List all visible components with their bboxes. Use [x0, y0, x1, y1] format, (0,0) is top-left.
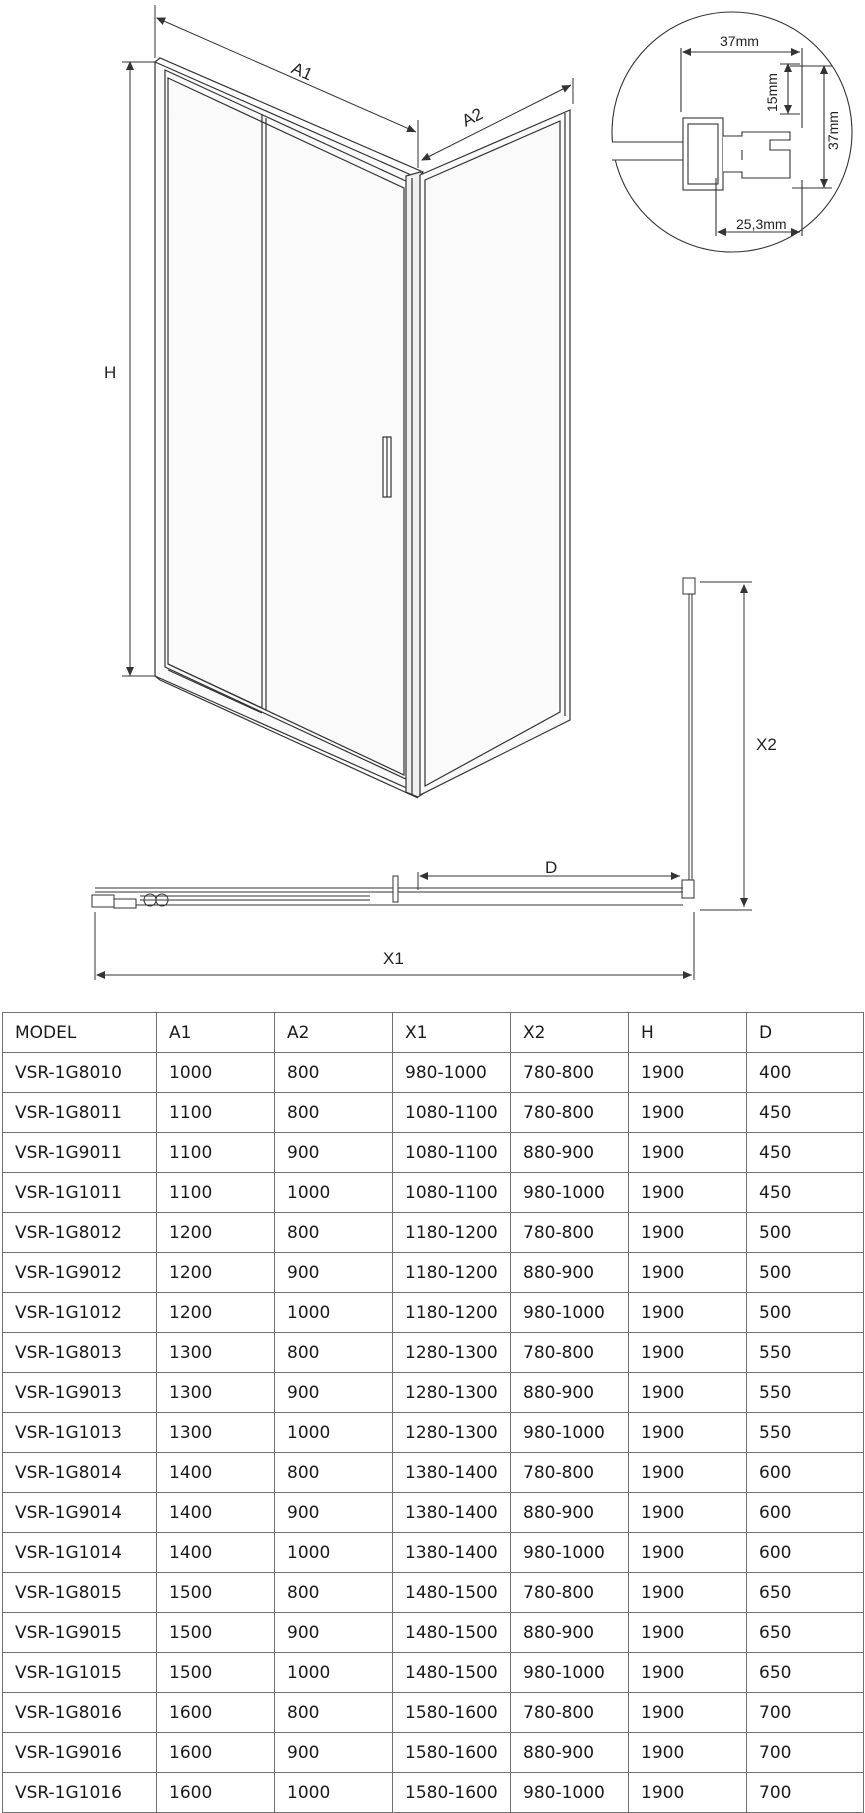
- table-cell: 1900: [629, 1573, 747, 1613]
- dim-label-h: H: [104, 363, 117, 382]
- header-cell: A1: [157, 1013, 275, 1053]
- table-cell: 1900: [629, 1053, 747, 1093]
- header-cell: X2: [511, 1013, 629, 1053]
- table-cell: 1900: [629, 1733, 747, 1773]
- table-cell: 500: [747, 1253, 864, 1293]
- plan-side-panel: [683, 578, 695, 594]
- table-cell: VSR-1G8011: [3, 1093, 157, 1133]
- table-cell: 1180-1200: [393, 1253, 511, 1293]
- table-cell: 880-900: [511, 1373, 629, 1413]
- dim-label-x2: X2: [756, 735, 777, 754]
- table-cell: 1400: [157, 1493, 275, 1533]
- header-cell: H: [629, 1013, 747, 1053]
- table-cell: 800: [275, 1693, 393, 1733]
- table-cell: VSR-1G9011: [3, 1133, 157, 1173]
- table-cell: 1200: [157, 1293, 275, 1333]
- table-cell: 900: [275, 1133, 393, 1173]
- profile-label-outer-height: 37mm: [825, 111, 841, 150]
- table-cell: 900: [275, 1733, 393, 1773]
- table-cell: 450: [747, 1173, 864, 1213]
- table-cell: 1900: [629, 1333, 747, 1373]
- table-cell: 1480-1500: [393, 1573, 511, 1613]
- table-cell: 1600: [157, 1693, 275, 1733]
- table-cell: 1480-1500: [393, 1653, 511, 1693]
- table-cell: 1100: [157, 1093, 275, 1133]
- table-row: [3, 1053, 864, 1093]
- table-cell: 450: [747, 1133, 864, 1173]
- table-cell: 500: [747, 1293, 864, 1333]
- table-row: [3, 1413, 864, 1453]
- table-cell: VSR-1G9014: [3, 1493, 157, 1533]
- table-row: [3, 1293, 864, 1333]
- table-cell: VSR-1G8013: [3, 1333, 157, 1373]
- table-row: [3, 1693, 864, 1733]
- table-cell: VSR-1G8014: [3, 1453, 157, 1493]
- table-cell: 700: [747, 1693, 864, 1733]
- table-cell: 1000: [157, 1053, 275, 1093]
- table-cell: 800: [275, 1093, 393, 1133]
- table-cell: 1580-1600: [393, 1733, 511, 1773]
- table-cell: 900: [275, 1253, 393, 1293]
- table-cell: 1900: [629, 1493, 747, 1533]
- table-cell: 1380-1400: [393, 1533, 511, 1573]
- table-cell: 780-800: [511, 1213, 629, 1253]
- table-row: [3, 1093, 864, 1133]
- table-cell: 1900: [629, 1453, 747, 1493]
- table-cell: 1380-1400: [393, 1453, 511, 1493]
- table-cell: 450: [747, 1093, 864, 1133]
- table-cell: 1900: [629, 1653, 747, 1693]
- table-cell: 650: [747, 1653, 864, 1693]
- table-cell: 700: [747, 1733, 864, 1773]
- enclosure-view: [155, 58, 570, 798]
- table-header-row: [3, 1013, 864, 1053]
- table-cell: VSR-1G1016: [3, 1773, 157, 1813]
- table-row: [3, 1493, 864, 1533]
- table-cell: VSR-1G8015: [3, 1573, 157, 1613]
- table-cell: 1900: [629, 1093, 747, 1133]
- table-cell: 1600: [157, 1773, 275, 1813]
- table-row: [3, 1533, 864, 1573]
- table-cell: 1900: [629, 1173, 747, 1213]
- table-cell: VSR-1G1015: [3, 1653, 157, 1693]
- table-cell: 1280-1300: [393, 1373, 511, 1413]
- table-cell: 400: [747, 1053, 864, 1093]
- table-cell: 1100: [157, 1133, 275, 1173]
- table-cell: 800: [275, 1573, 393, 1613]
- table-cell: 980-1000: [511, 1653, 629, 1693]
- table-cell: 900: [275, 1613, 393, 1653]
- table-cell: 650: [747, 1613, 864, 1653]
- table-cell: 780-800: [511, 1693, 629, 1733]
- table-cell: VSR-1G1012: [3, 1293, 157, 1333]
- table-cell: 1380-1400: [393, 1493, 511, 1533]
- table-cell: 1900: [629, 1693, 747, 1733]
- table-cell: 780-800: [511, 1053, 629, 1093]
- table-cell: VSR-1G9016: [3, 1733, 157, 1773]
- table-cell: 800: [275, 1453, 393, 1493]
- table-cell: 1900: [629, 1293, 747, 1333]
- table-cell: 550: [747, 1333, 864, 1373]
- table-cell: 1900: [629, 1413, 747, 1453]
- table-cell: 1280-1300: [393, 1413, 511, 1453]
- table-cell: 600: [747, 1533, 864, 1573]
- table-row: [3, 1373, 864, 1413]
- table-cell: 880-900: [511, 1133, 629, 1173]
- dim-label-x1: X1: [383, 949, 404, 968]
- table-cell: 1900: [629, 1373, 747, 1413]
- profile-label-top-width: 37mm: [720, 33, 759, 49]
- table-row: [3, 1733, 864, 1773]
- table-cell: 900: [275, 1373, 393, 1413]
- side-panel: [420, 110, 570, 795]
- table-cell: 980-1000: [511, 1293, 629, 1333]
- table-cell: VSR-1G8012: [3, 1213, 157, 1253]
- table-cell: 1080-1100: [393, 1133, 511, 1173]
- table-cell: 1580-1600: [393, 1693, 511, 1733]
- table-cell: 880-900: [511, 1493, 629, 1533]
- table-cell: 1400: [157, 1453, 275, 1493]
- table-row: [3, 1613, 864, 1653]
- front-panel-frame: [155, 58, 423, 798]
- table-cell: 1080-1100: [393, 1093, 511, 1133]
- table-cell: VSR-1G9013: [3, 1373, 157, 1413]
- table-cell: 980-1000: [511, 1173, 629, 1213]
- table-row: [3, 1133, 864, 1173]
- table-row: [3, 1253, 864, 1293]
- header-cell: X1: [393, 1013, 511, 1053]
- header-cell: A2: [275, 1013, 393, 1053]
- table-cell: 700: [747, 1773, 864, 1813]
- table-cell: 880-900: [511, 1613, 629, 1653]
- table-cell: 1000: [275, 1293, 393, 1333]
- table-row: [3, 1573, 864, 1613]
- table-cell: 800: [275, 1213, 393, 1253]
- table-cell: 1180-1200: [393, 1213, 511, 1253]
- table-cell: 1300: [157, 1333, 275, 1373]
- table-cell: 800: [275, 1053, 393, 1093]
- table-cell: 1900: [629, 1253, 747, 1293]
- table-cell: 1900: [629, 1213, 747, 1253]
- table-cell: 1300: [157, 1413, 275, 1453]
- table-cell: 600: [747, 1493, 864, 1533]
- table-row: [3, 1653, 864, 1693]
- table-cell: 980-1000: [511, 1413, 629, 1453]
- table-cell: 1000: [275, 1533, 393, 1573]
- table-cell: 1500: [157, 1573, 275, 1613]
- table-cell: 550: [747, 1413, 864, 1453]
- table-body: [3, 1013, 864, 1813]
- table-cell: 1300: [157, 1373, 275, 1413]
- header-cell: MODEL: [3, 1013, 157, 1053]
- table-cell: 1000: [275, 1653, 393, 1693]
- table-cell: VSR-1G1013: [3, 1413, 157, 1453]
- dim-label-a1: A1: [288, 58, 316, 85]
- table-cell: 1900: [629, 1613, 747, 1653]
- table-cell: 1900: [629, 1773, 747, 1813]
- table-cell: 980-1000: [511, 1773, 629, 1813]
- dim-label-d: D: [545, 858, 558, 877]
- dim-label-a2: A2: [458, 104, 486, 131]
- table-cell: VSR-1G9012: [3, 1253, 157, 1293]
- table-cell: 1100: [157, 1173, 275, 1213]
- table-cell: VSR-1G1014: [3, 1533, 157, 1573]
- table-row: [3, 1333, 864, 1373]
- table-cell: 1200: [157, 1253, 275, 1293]
- table-cell: 1500: [157, 1653, 275, 1693]
- model-specification-table: [2, 1012, 864, 1813]
- table-cell: 1480-1500: [393, 1613, 511, 1653]
- table-cell: 550: [747, 1373, 864, 1413]
- table-cell: 1180-1200: [393, 1293, 511, 1333]
- table-cell: VSR-1G8016: [3, 1693, 157, 1733]
- table-cell: 780-800: [511, 1453, 629, 1493]
- profile-label-bottom-width: 25,3mm: [736, 216, 787, 232]
- table-cell: 980-1000: [393, 1053, 511, 1093]
- table-cell: 780-800: [511, 1333, 629, 1373]
- table-cell: 1900: [629, 1133, 747, 1173]
- table-cell: 880-900: [511, 1253, 629, 1293]
- table-cell: 780-800: [511, 1093, 629, 1133]
- table-cell: 1600: [157, 1733, 275, 1773]
- table-cell: 780-800: [511, 1573, 629, 1613]
- table-row: [3, 1773, 864, 1813]
- table-cell: 1200: [157, 1213, 275, 1253]
- table-cell: 980-1000: [511, 1533, 629, 1573]
- table-cell: 1000: [275, 1173, 393, 1213]
- table-cell: 500: [747, 1213, 864, 1253]
- table-cell: VSR-1G9015: [3, 1613, 157, 1653]
- table-row: [3, 1173, 864, 1213]
- table-cell: 1900: [629, 1533, 747, 1573]
- table-cell: 1000: [275, 1773, 393, 1813]
- table-cell: 1080-1100: [393, 1173, 511, 1213]
- table-cell: 1580-1600: [393, 1773, 511, 1813]
- table-cell: 1280-1300: [393, 1333, 511, 1373]
- table-cell: VSR-1G1011: [3, 1173, 157, 1213]
- table-cell: 1400: [157, 1533, 275, 1573]
- table-row: [3, 1453, 864, 1493]
- table-cell: 800: [275, 1333, 393, 1373]
- table-cell: 1000: [275, 1413, 393, 1453]
- table-cell: 650: [747, 1573, 864, 1613]
- table-cell: 600: [747, 1453, 864, 1493]
- table-cell: 880-900: [511, 1733, 629, 1773]
- header-cell: D: [747, 1013, 864, 1053]
- table-row: [3, 1213, 864, 1253]
- table-cell: VSR-1G8010: [3, 1053, 157, 1093]
- table-cell: 900: [275, 1493, 393, 1533]
- profile-label-inner-height: 15mm: [764, 73, 780, 112]
- table-cell: 1500: [157, 1613, 275, 1653]
